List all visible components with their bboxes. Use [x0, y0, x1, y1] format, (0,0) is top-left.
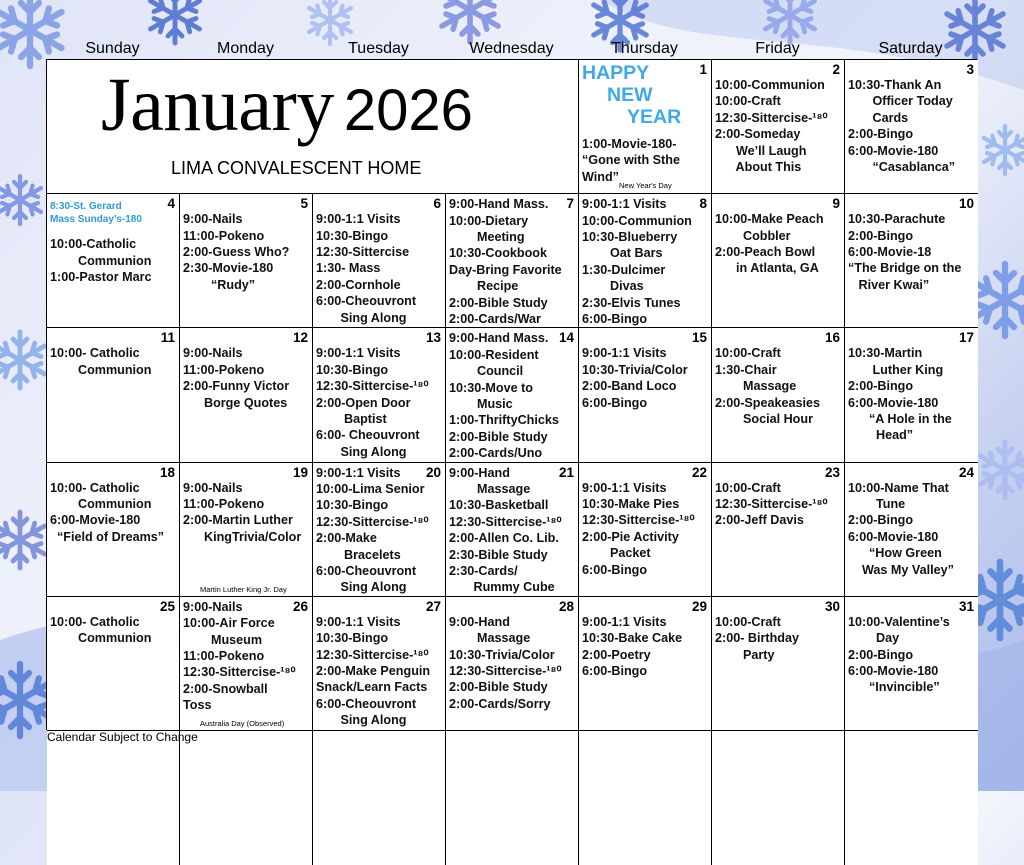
event-line: 1:00-Movie-180-: [582, 137, 677, 151]
event-line: 12:30-Sittercise: [316, 245, 410, 259]
event-line: 6:00-Movie-180: [848, 529, 939, 544]
event-line: 12:30-Sittercise-¹⁸⁰: [183, 665, 296, 680]
day-number: 16: [824, 330, 840, 346]
event-list: [582, 136, 709, 185]
event-line: 9:00-1:1 Visits: [316, 346, 401, 361]
event-line: 10:00- Catholic: [50, 346, 140, 361]
event-list: [449, 196, 576, 327]
event-line: 9:00-Nails: [183, 212, 243, 227]
event-list: [715, 77, 842, 175]
event-line: 10:30-Make Pies: [582, 496, 680, 511]
holiday-label: New Year's Day: [619, 181, 672, 190]
event-line: 9:00-Hand Mass.: [449, 331, 549, 346]
event-line: 9:00-Nails: [183, 480, 243, 495]
event-line: 10:30-Bingo: [316, 228, 389, 243]
event-list: [183, 345, 310, 411]
day-number: 28: [558, 598, 574, 614]
weekday-header-row: [46, 40, 977, 59]
day-number: 4: [167, 196, 175, 212]
empty-day-cell: [579, 731, 712, 865]
event-list: [582, 614, 709, 680]
day-cell-17: [845, 328, 978, 462]
event-line: Day: [848, 631, 900, 646]
month-name: January: [101, 63, 334, 147]
event-line: “A Hole in the: [848, 412, 952, 426]
footer-note: Calendar Subject to Change: [47, 730, 198, 744]
event-line: Day-Bring Favorite: [449, 262, 562, 277]
event-line: Divas: [582, 279, 644, 294]
event-line: 10:00- Catholic: [50, 614, 140, 629]
event-line: 10:00-Air Force: [183, 616, 275, 631]
event-line: 10:30-Cookbook: [449, 246, 547, 261]
weekday-monday: Monday: [217, 40, 274, 57]
event-line: Museum: [183, 632, 263, 647]
day-cell-29: [579, 597, 712, 731]
event-line: Tune: [848, 496, 906, 511]
event-line: 6:00-Movie-180: [848, 663, 939, 678]
event-line: 10:30-Bingo: [316, 631, 389, 646]
day-cell-30: [712, 597, 845, 731]
event-line: 11:00-Pokeno: [183, 228, 265, 243]
event-line: 2:00-Guess Who?: [183, 245, 290, 259]
event-line: 2:00-Someday: [715, 127, 801, 142]
event-line: 9:00-1:1 Visits: [582, 197, 667, 212]
event-line: 6:00-Bingo: [582, 312, 648, 327]
day-number: 21: [558, 464, 574, 480]
event-line: 10:00-Lima Senior: [316, 481, 425, 496]
day-cell-26: [180, 597, 313, 731]
event-line: 2:00-Speakeasies: [715, 395, 821, 410]
event-line: 10:00-Catholic: [50, 237, 137, 252]
event-line: 6:00-Movie-18: [848, 245, 932, 259]
empty-day-cell: [845, 731, 978, 865]
event-line: Massage: [715, 379, 797, 394]
spacer: [50, 226, 177, 236]
event-line: 11:00-Pokeno: [183, 362, 265, 377]
event-list: [582, 345, 709, 411]
event-line: Meeting: [449, 230, 525, 244]
day-cell-3: [845, 60, 978, 194]
day-number: 22: [691, 464, 707, 480]
event-line: 10:30-Parachute: [848, 212, 946, 227]
day-number: 17: [958, 330, 974, 346]
event-line: 6:00-Movie-180: [848, 143, 939, 158]
empty-day-cell: [47, 731, 180, 865]
event-list: [449, 465, 576, 596]
event-line: Cards: [848, 110, 909, 125]
event-line: 2:30-Elvis Tunes: [582, 295, 681, 310]
event-line: 10:30-Trivia/Color: [582, 362, 688, 377]
day-cell-22: [579, 463, 712, 597]
event-line: Sing Along: [316, 444, 407, 459]
day-cell-5: [180, 194, 313, 328]
event-line: 10:30-Thank An: [848, 78, 942, 92]
day-number: 14: [558, 330, 574, 346]
event-line: 12:30-Sittercise-¹⁸⁰: [715, 110, 828, 125]
event-line: “The Bridge on the: [848, 261, 962, 276]
day-number: 31: [958, 598, 974, 614]
event-line: Rummy Cube: [449, 580, 555, 595]
event-line: 2:00-Poetry: [582, 647, 651, 662]
day-cell-2: [712, 60, 845, 194]
calendar-grid: [46, 59, 977, 730]
event-line: 2:00-Bible Study: [449, 680, 548, 695]
page-title: [101, 62, 473, 149]
event-line: 10:00-Craft: [715, 346, 781, 361]
event-list: [848, 345, 976, 443]
holiday-label: Australia Day (Observed): [200, 718, 285, 728]
event-line: Oat Bars: [582, 246, 663, 261]
day-number: 26: [292, 598, 308, 614]
event-line: 2:00-Band Loco: [582, 379, 677, 394]
empty-day-cell: [313, 731, 446, 865]
event-line: 12:30-Sittercise-¹⁸⁰: [715, 496, 828, 511]
event-line: We’ll Laugh: [715, 143, 807, 158]
empty-day-cell: [446, 731, 579, 865]
event-line: 2:00-Allen Co. Lib.: [449, 531, 559, 546]
event-line: 9:00-1:1 Visits: [316, 212, 401, 227]
day-cell-18: [47, 463, 180, 597]
weekday-sunday: Sunday: [85, 40, 140, 57]
event-line: 12:30-Sittercise-¹⁸⁰: [449, 514, 562, 529]
event-line: 6:00-Bingo: [582, 663, 648, 678]
day-number: 6: [433, 196, 441, 212]
day-number: 27: [425, 598, 441, 614]
event-line: 1:30-Chair: [715, 362, 777, 377]
day-number: 10: [958, 196, 974, 212]
event-line: 2:00-Bingo: [848, 228, 914, 243]
event-list: [848, 211, 976, 293]
event-line: 2:00-Martin Luther: [183, 513, 293, 528]
day-number: 7: [566, 196, 574, 212]
new-year-greeting-word: NEW: [607, 84, 653, 106]
event-line: Packet: [582, 546, 651, 561]
day-number: 1: [699, 62, 707, 77]
event-list: [848, 77, 976, 175]
event-line: 2:00-Bingo: [848, 647, 914, 662]
event-list: [183, 211, 310, 293]
day-cell-9: [712, 194, 845, 328]
event-line: 6:00- Cheouvront: [316, 428, 420, 443]
title-block: [47, 60, 579, 194]
event-line: “Invincible”: [848, 680, 940, 695]
day-cell-23: [712, 463, 845, 597]
event-line: Baptist: [316, 412, 387, 426]
event-line: 6:00-Movie-180: [50, 513, 141, 528]
event-list: [582, 196, 709, 327]
event-line: Sing Along: [316, 310, 407, 325]
day-cell-1: [579, 60, 712, 194]
day-number: 9: [832, 196, 840, 212]
year: 2026: [343, 78, 473, 143]
weekday-thursday: Thursday: [611, 40, 678, 57]
special-event-line: Mass Sunday’s-180: [50, 214, 142, 226]
event-line: 12:30-Sittercise-¹⁸⁰: [449, 663, 562, 678]
event-line: KingTrivia/Color: [183, 529, 302, 544]
event-line: 10:00-Valentine’s: [848, 614, 950, 629]
day-number: 24: [958, 464, 974, 480]
event-line: Council: [449, 364, 524, 379]
event-line: 1:30-Dulcimer: [582, 262, 666, 277]
event-line: 6:00-Bingo: [582, 562, 648, 577]
event-list: [50, 345, 177, 378]
day-cell-6: [313, 194, 446, 328]
day-cell-27: [313, 597, 446, 731]
event-line: 9:00-Nails: [183, 599, 243, 614]
event-line: 6:00-Bingo: [582, 395, 648, 410]
new-year-greeting-word: YEAR: [627, 106, 682, 128]
event-line: 10:00-Make Peach: [715, 212, 824, 227]
event-line: 2:30-Movie-180: [183, 261, 274, 276]
event-line: 10:00-Name That: [848, 480, 949, 495]
event-line: 2:00-Cornhole: [316, 277, 401, 292]
event-line: Luther King: [848, 362, 944, 377]
event-line: “Rudy”: [183, 277, 256, 292]
event-line: 9:00-1:1 Visits: [582, 480, 667, 495]
event-line: 9:00-1:1 Visits: [582, 614, 667, 629]
event-line: Snack/Learn Facts: [316, 680, 428, 695]
event-list: [183, 480, 310, 546]
day-cell-31: [845, 597, 978, 731]
weekday-friday: Friday: [755, 40, 800, 57]
event-line: “Field of Dreams”: [50, 529, 165, 544]
event-line: 2:00-Bingo: [848, 513, 914, 528]
empty-day-cell: [180, 731, 313, 865]
weekday-tuesday: Tuesday: [348, 40, 409, 57]
event-line: Wind”: [582, 169, 619, 184]
event-line: 10:30-Bingo: [316, 498, 389, 513]
day-number: 13: [425, 330, 441, 346]
day-cell-14: [446, 328, 579, 462]
event-list: [582, 480, 709, 578]
event-line: 2:00-Open Door: [316, 395, 411, 410]
event-line: 10:30-Trivia/Color: [449, 647, 555, 662]
day-number: 15: [691, 330, 707, 346]
event-line: 10:30-Bake Cake: [582, 631, 683, 646]
event-line: Toss: [183, 698, 212, 713]
event-line: 10:00-Dietary: [449, 213, 529, 228]
event-line: 11:00-Pokeno: [183, 648, 265, 663]
event-list: [848, 614, 976, 696]
event-line: 2:00- Birthday: [715, 631, 799, 646]
event-line: 9:00-1:1 Visits: [316, 614, 401, 629]
event-line: Cobbler: [715, 228, 791, 243]
event-line: 2:00-Peach Bowl: [715, 245, 816, 259]
holiday-label: Martin Luther King Jr. Day: [200, 584, 287, 594]
day-cell-4: [47, 194, 180, 328]
day-number: 2: [832, 62, 840, 77]
event-line: About This: [715, 160, 802, 175]
event-line: Social Hour: [715, 412, 813, 426]
event-line: 12:30-Sittercise-¹⁸⁰: [582, 513, 695, 528]
event-line: 1:00-Pastor Marc: [50, 270, 152, 284]
event-line: 9:00-Nails: [183, 346, 243, 361]
event-line: 2:00-Cards/War: [449, 312, 541, 327]
day-number: 18: [159, 464, 175, 480]
event-line: “How Green: [848, 546, 942, 561]
event-list: [50, 614, 177, 647]
day-number: 5: [300, 196, 308, 212]
day-cell-7: [446, 194, 579, 328]
event-list: [316, 465, 443, 596]
event-line: Communion: [50, 253, 152, 268]
day-number: 25: [159, 598, 175, 614]
day-cell-21: [446, 463, 579, 597]
event-list: [715, 480, 842, 529]
day-number: 30: [824, 598, 840, 614]
event-line: 2:00-Funny Victor: [183, 379, 290, 394]
day-cell-13: [313, 328, 446, 462]
event-line: 2:00-Cards/Sorry: [449, 696, 551, 711]
day-cell-24: [845, 463, 978, 597]
event-line: 2:00-Make: [316, 531, 377, 546]
event-line: 9:00-Hand: [449, 465, 510, 480]
event-line: Bracelets: [316, 547, 401, 562]
day-number: 3: [966, 62, 974, 77]
day-number: 12: [292, 330, 308, 346]
event-line: 1:30- Mass: [316, 261, 381, 276]
day-number: 29: [691, 598, 707, 614]
event-list: [316, 345, 443, 460]
weekday-saturday: Saturday: [878, 40, 943, 57]
event-line: 10:00-Communion: [582, 213, 692, 228]
event-line: “Gone with Sthe: [582, 153, 680, 168]
facility-name: LIMA CONVALESCENT HOME: [171, 158, 422, 178]
event-list: [715, 211, 842, 277]
event-line: 9:00-Hand: [449, 614, 510, 629]
event-line: 10:00-Craft: [715, 480, 781, 495]
event-line: 12:30-Sittercise-¹⁸⁰: [316, 647, 429, 662]
event-list: [449, 330, 576, 461]
day-cell-16: [712, 328, 845, 462]
event-line: 11:00-Pokeno: [183, 496, 265, 511]
event-line: 1:00-ThriftyChicks: [449, 413, 559, 428]
event-line: 2:00-Make Penguin: [316, 663, 431, 678]
event-list: [50, 480, 177, 546]
day-cell-20: [313, 463, 446, 597]
day-cell-8: [579, 194, 712, 328]
day-cell-10: [845, 194, 978, 328]
event-line: Party: [715, 647, 775, 662]
day-cell-25: [47, 597, 180, 731]
event-line: Music: [449, 397, 513, 411]
day-cell-11: [47, 328, 180, 462]
event-line: 10:30-Martin: [848, 346, 923, 361]
event-line: 10:30-Move to: [449, 380, 533, 395]
day-cell-19: [180, 463, 313, 597]
event-list: [848, 480, 976, 578]
event-line: Communion: [50, 496, 152, 511]
event-line: 2:00-Bible Study: [449, 295, 548, 310]
event-line: Head”: [848, 428, 914, 443]
event-list: [50, 200, 177, 285]
event-line: 10:30-Basketball: [449, 498, 549, 513]
event-line: River Kwai”: [848, 277, 930, 292]
event-line: in Atlanta, GA: [715, 261, 819, 276]
event-line: Communion: [50, 631, 152, 646]
event-list: [316, 614, 443, 729]
event-line: Massage: [449, 481, 531, 496]
event-line: 2:00-Bingo: [848, 127, 914, 142]
event-line: 6:00-Cheouvront: [316, 564, 417, 578]
event-list: [316, 211, 443, 326]
event-line: Massage: [449, 631, 531, 646]
event-line: 10:00-Craft: [715, 94, 781, 109]
event-line: 10:00-Craft: [715, 614, 781, 629]
event-line: 9:00-Hand Mass.: [449, 197, 549, 212]
event-line: Officer Today: [848, 94, 953, 109]
event-line: 2:30-Cards/: [449, 564, 518, 578]
new-year-greeting-word: HAPPY: [582, 62, 650, 84]
day-number: 19: [292, 464, 308, 480]
event-line: 6:00-Movie-180: [848, 395, 939, 410]
special-event-line: 8:30-St. Gerard: [50, 201, 122, 213]
event-line: Communion: [50, 362, 152, 377]
event-line: 6:00-Cheouvront: [316, 696, 417, 711]
event-line: 2:00-Bible Study: [449, 429, 548, 444]
event-line: 12:30-Sittercise-¹⁸⁰: [316, 514, 429, 529]
day-number: 23: [824, 464, 840, 480]
event-list: [715, 614, 842, 663]
event-line: Was My Valley”: [848, 562, 954, 577]
day-cell-12: [180, 328, 313, 462]
event-line: 9:00-1:1 Visits: [582, 346, 667, 361]
event-list: [715, 345, 842, 427]
event-line: “Casablanca”: [848, 160, 956, 175]
day-number: 8: [699, 196, 707, 212]
event-line: 2:00-Pie Activity: [582, 529, 679, 544]
event-line: 9:00-1:1 Visits: [316, 465, 401, 480]
event-line: Recipe: [449, 279, 519, 294]
event-line: 12:30-Sittercise-¹⁸⁰: [316, 379, 429, 394]
event-line: 2:00-Snowball: [183, 681, 268, 696]
event-line: 10:00- Catholic: [50, 480, 140, 495]
empty-day-cell: [712, 731, 845, 865]
event-line: 2:00-Cards/Uno: [449, 446, 543, 461]
event-line: Borge Quotes: [183, 395, 288, 410]
day-number: 11: [160, 330, 175, 346]
event-line: 2:00-Bingo: [848, 379, 914, 394]
day-number: 20: [425, 464, 441, 480]
event-line: 10:30-Blueberry: [582, 230, 678, 244]
weekday-wednesday: Wednesday: [469, 40, 554, 57]
event-line: 6:00-Cheouvront: [316, 294, 417, 309]
event-line: Sing Along: [316, 713, 407, 728]
event-line: 10:30-Bingo: [316, 362, 389, 377]
event-line: 2:00-Jeff Davis: [715, 513, 804, 528]
event-list: [183, 599, 310, 714]
event-line: 2:30-Bible Study: [449, 547, 548, 562]
day-cell-28: [446, 597, 579, 731]
event-line: Sing Along: [316, 580, 407, 595]
event-line: 10:00-Resident: [449, 347, 539, 362]
day-cell-15: [579, 328, 712, 462]
event-list: [449, 614, 576, 712]
event-line: 10:00-Communion: [715, 78, 825, 92]
